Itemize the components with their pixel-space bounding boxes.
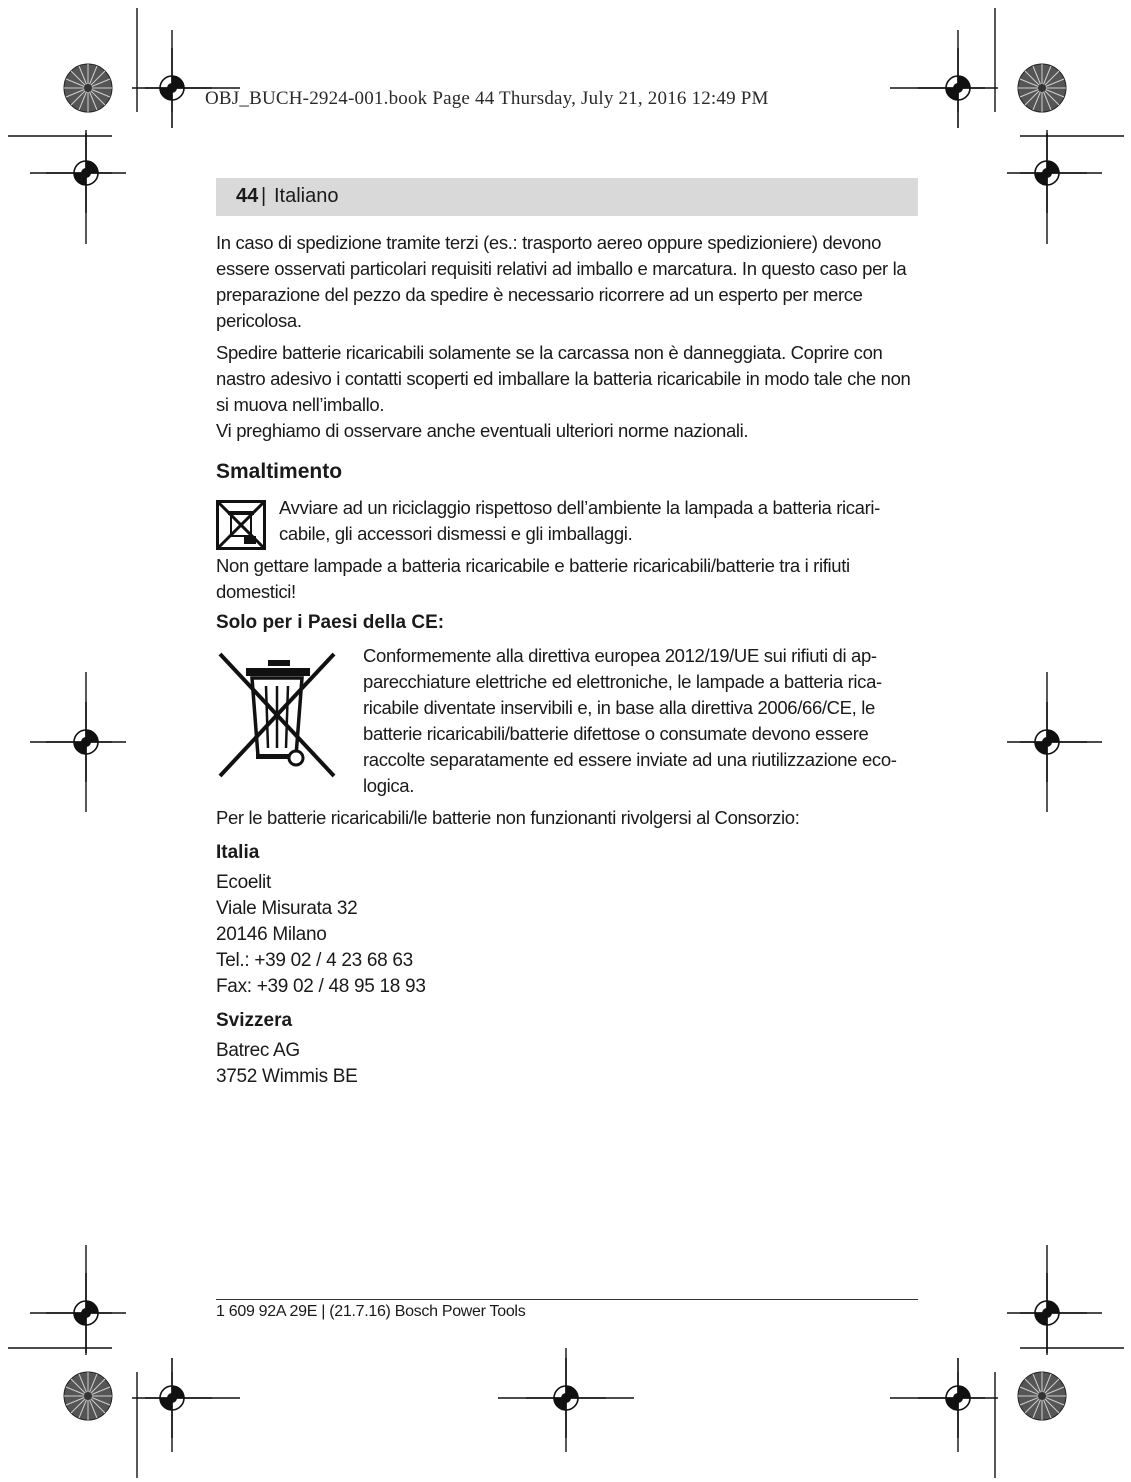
italia-fax: Fax: +39 02 / 48 95 18 93 xyxy=(216,976,426,997)
italia-phone: Tel.: +39 02 / 4 23 68 63 xyxy=(216,950,413,971)
color-bar-wheel-icon xyxy=(64,64,112,112)
footer-text: 1 609 92A 29E | (21.7.16) Bosch Power Tools xyxy=(216,1303,526,1320)
header-language: Italiano xyxy=(274,185,339,207)
header-separator: | xyxy=(261,185,267,207)
shipping-paragraph: In caso di spedizione tramite terzi (es.: trasporto aereo oppure spedizioniere) devono essere osservati particolari requisiti relativi ad imballo e marcatura. In questo caso per la preparazione del pezzo da spedire è necessario ricorrere ad un esperto per merce pericolosa. xyxy=(216,232,907,331)
svizzera-address-line: 3752 Wimmis BE xyxy=(216,1066,358,1087)
footer-rule xyxy=(216,1299,918,1300)
battery-shipping-paragraph: Spedire batterie ricaricabili solamente se la carcassa non è danneggiata. Coprire con nastro adesivo i contatti scoperti ed imballare la batteria ricaricabile in modo tale che non si muova nell’imballo. xyxy=(216,342,911,415)
consortium-text: Per le batterie ricaricabili/le batterie non funzionanti rivolgersi al Consorzio: xyxy=(216,807,800,828)
print-slug: OBJ_BUCH-2924-001.book Page 44 Thursday, July 21, 2016 12:49 PM xyxy=(205,88,769,109)
page-number: 44 xyxy=(236,185,259,207)
italia-address-line: Viale Misurata 32 xyxy=(216,898,358,919)
household-waste-warning: Non gettare lampade a batteria ricaricabile e batterie ricaricabili/batterie tra i rifiuti domestici! xyxy=(216,555,850,602)
disposal-heading: Smaltimento xyxy=(216,460,343,483)
italia-address-line: 20146 Milano xyxy=(216,924,327,945)
ce-heading: Solo per i Paesi della CE: xyxy=(216,612,445,633)
svizzera-heading: Svizzera xyxy=(216,1010,293,1031)
page-header-bar xyxy=(216,178,918,216)
national-regulations-paragraph: Vi preghiamo di osservare anche eventuali ulteriori norme nazionali. xyxy=(216,420,749,441)
color-bar-wheel-icon xyxy=(64,1372,112,1420)
color-bar-wheel-icon xyxy=(1018,64,1066,112)
italia-heading: Italia xyxy=(216,842,260,863)
ce-directive-text: Conformemente alla direttiva europea 2012/19/UE sui rifiuti di ap-parecchiature elettriche ed elettroniche, le lampade a batteria rica-ricabile diventate inservibili e, in base alla direttiva 2006/66/CE, le batterie ricaricabili/batterie difettose o consumate devono essere raccolte separatamente ed essere inviate ad una riutilizzazione eco-logica. xyxy=(363,645,897,796)
crossed-out-wheelie-bin-icon xyxy=(216,648,338,780)
no-household-waste-icon xyxy=(216,500,266,550)
italia-address-line: Ecoelit xyxy=(216,872,271,893)
recycle-text: Avviare ad un riciclaggio rispettoso dell’ambiente la lampada a batteria ricari-cabile, gli accessori dismessi e gli imballaggi. xyxy=(279,497,880,544)
color-bar-wheel-icon xyxy=(1018,1372,1066,1420)
svizzera-address-line: Batrec AG xyxy=(216,1040,300,1061)
